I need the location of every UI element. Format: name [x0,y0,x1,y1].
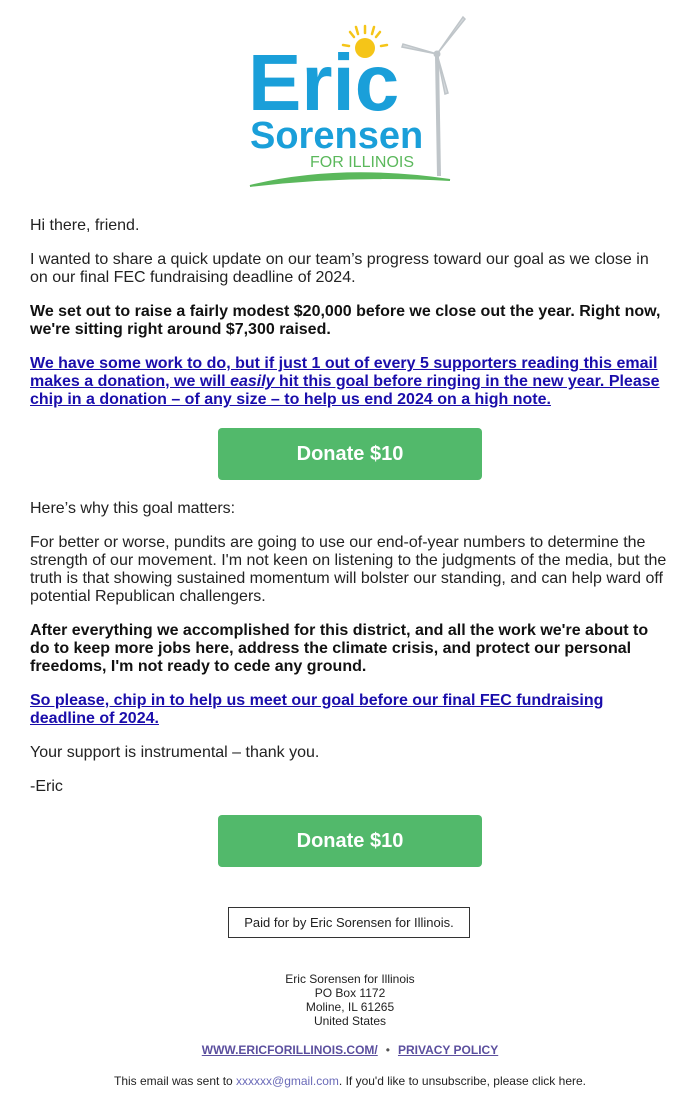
footer-links [0,1043,700,1057]
website-link[interactable]: WWW.ERICFORILLINOIS.COM/ [201,1043,378,1057]
donate-button-bottom[interactable]: Donate $10 [218,815,482,867]
paragraph-accomplished: After everything we accomplished for this district, and all the work we're about to do to keep more jobs here, address the climate crisis, and protect our personal freedoms, I'm not ready to cede any ground. [30,622,649,675]
paragraph-goal: We set out to raise a fairly modest $20,000 before we close out the year. Right now, we're sitting right around $7,300 raised. [30,303,661,338]
paragraph-pundits: For better or worse, pundits are going to use our end-of-year numbers to determine the strength of our movement. I'm not keen on listening to the judgments of the media, but the truth is that showing sustained momentum will bolster our standing, and can help ward off potential Republican challengers. [30,534,667,605]
sent-prefix: This email was sent to [113,1074,237,1088]
paragraph-donate-link[interactable] [30,355,670,409]
donate-button-top[interactable]: Donate $10 [218,428,482,480]
address-line: Eric Sorensen for Illinois [285,972,415,986]
greeting: Hi there, friend. [30,217,140,234]
unsubscribe-text[interactable]: . If you'd like to unsubscribe, please click here. [338,1074,586,1088]
unsubscribe-notice [0,1074,700,1088]
address-line: Moline, IL 61265 [305,1000,395,1014]
mailing-address [0,972,700,1028]
address-line: United States [313,1014,387,1028]
campaign-logo [240,14,470,190]
logo-tagline: FOR ILLINOIS [310,154,415,171]
logo-swoosh [250,173,450,186]
chip-in-text-link[interactable]: So please, chip in to help us meet our goal before our final FEC fundraising deadline of 2024. [30,692,604,727]
donate-text-link[interactable]: We have some work to do, but if just 1 out of every 5 supporters reading this email makes a donation, we will easily hit this goal before ringing in the new year. Please chip in a donation – of any size – to help us end 2024 on a high note. [30,355,660,408]
signoff: -Eric [30,778,63,795]
recipient-email: xxxxxx@gmail.com [236,1074,339,1088]
logo-name-sorensen: Sorensen [250,115,424,157]
paragraph-chip-in-link[interactable] [30,692,670,728]
address-line: PO Box 1172 [314,986,386,1000]
privacy-policy-link[interactable]: PRIVACY POLICY [397,1043,499,1057]
header-logo [0,0,700,200]
paid-for-disclaimer: Paid for by Eric Sorensen for Illinois. [228,907,470,938]
link-separator: • [385,1043,390,1057]
paragraph-thanks: Your support is instrumental – thank you. [30,744,320,761]
logo-name-eric: Eric [248,38,400,127]
paragraph-update: I wanted to share a quick update on our team’s progress toward our goal as we close in on our final FEC fundraising deadline of 2024. [30,251,649,286]
paragraph-why: Here’s why this goal matters: [30,500,236,517]
